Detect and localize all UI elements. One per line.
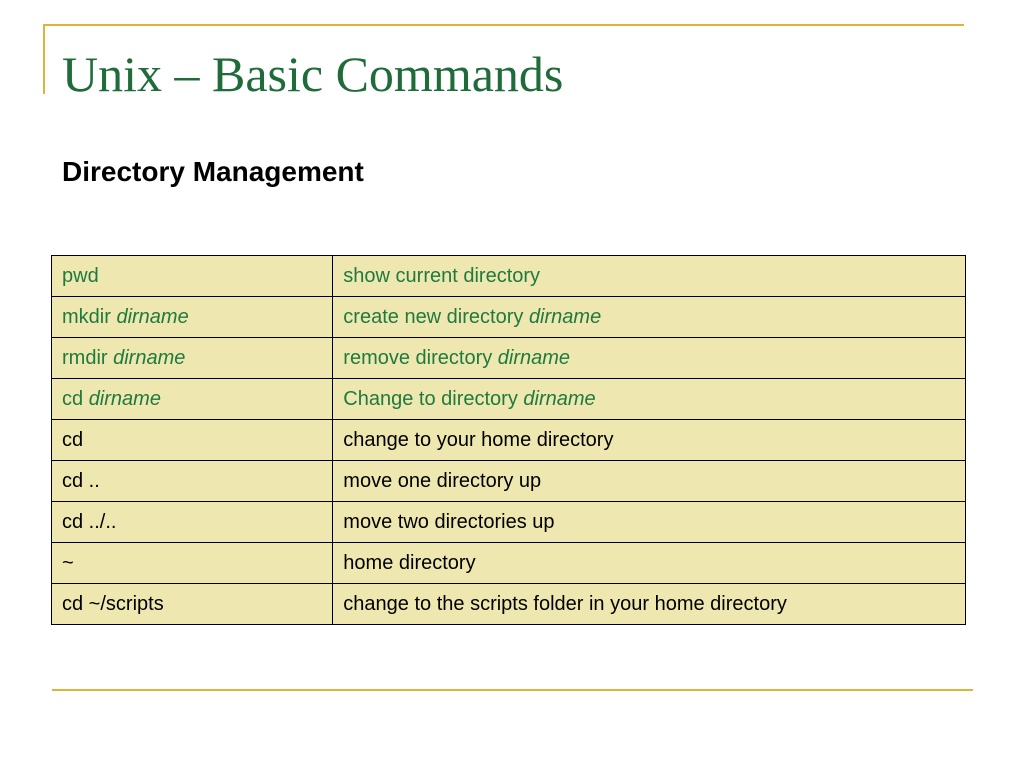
command-cell <box>52 256 333 297</box>
command-cell <box>52 338 333 379</box>
command-text: ~ <box>62 551 74 574</box>
description-cell <box>333 461 966 502</box>
description-text: move one directory up <box>343 469 542 492</box>
description-cell <box>333 379 966 420</box>
command-cell <box>52 379 333 420</box>
command-cell <box>52 584 333 625</box>
description-cell <box>333 338 966 379</box>
command-text: cd ~/scripts <box>62 592 164 615</box>
table-row <box>52 543 966 584</box>
command-cell <box>52 502 333 543</box>
table-row <box>52 461 966 502</box>
description-arg: dirname <box>497 346 571 369</box>
description-cell <box>333 502 966 543</box>
commands-table <box>51 255 966 625</box>
description-text: change to your home directory <box>343 428 614 451</box>
command-cell <box>52 297 333 338</box>
command-text: cd <box>62 387 89 410</box>
description-text: remove directory <box>343 346 498 369</box>
command-text: pwd <box>62 264 99 287</box>
table-row <box>52 502 966 543</box>
section-heading: Directory Management <box>62 156 364 187</box>
command-text: cd ../.. <box>62 510 117 533</box>
description-cell <box>333 256 966 297</box>
table-row <box>52 420 966 461</box>
bottom-rule <box>52 689 973 691</box>
description-cell <box>333 420 966 461</box>
command-text: cd .. <box>62 469 100 492</box>
command-text: rmdir <box>62 346 114 369</box>
table-row <box>52 338 966 379</box>
command-cell <box>52 543 333 584</box>
description-cell <box>333 584 966 625</box>
description-text: change to the scripts folder in your home directory <box>343 592 787 615</box>
table-row <box>52 584 966 625</box>
description-text: Change to directory <box>343 387 524 410</box>
description-cell <box>333 543 966 584</box>
table-row <box>52 379 966 420</box>
description-text: move two directories up <box>343 510 555 533</box>
command-cell <box>52 461 333 502</box>
command-arg: dirname <box>88 387 161 410</box>
left-rule <box>43 24 45 94</box>
command-text: mkdir <box>62 305 117 328</box>
command-arg: dirname <box>116 305 189 328</box>
table-row <box>52 297 966 338</box>
description-text: show current directory <box>343 264 541 287</box>
description-arg: dirname <box>523 387 596 410</box>
table-row <box>52 256 966 297</box>
description-arg: dirname <box>528 305 602 328</box>
description-cell <box>333 297 966 338</box>
description-text: home directory <box>343 551 476 574</box>
top-rule <box>43 24 964 26</box>
command-text: cd <box>62 428 84 451</box>
command-cell <box>52 420 333 461</box>
command-arg: dirname <box>113 346 186 369</box>
slide-title: Unix – Basic Commands <box>62 46 564 102</box>
description-text: create new directory <box>343 305 529 328</box>
